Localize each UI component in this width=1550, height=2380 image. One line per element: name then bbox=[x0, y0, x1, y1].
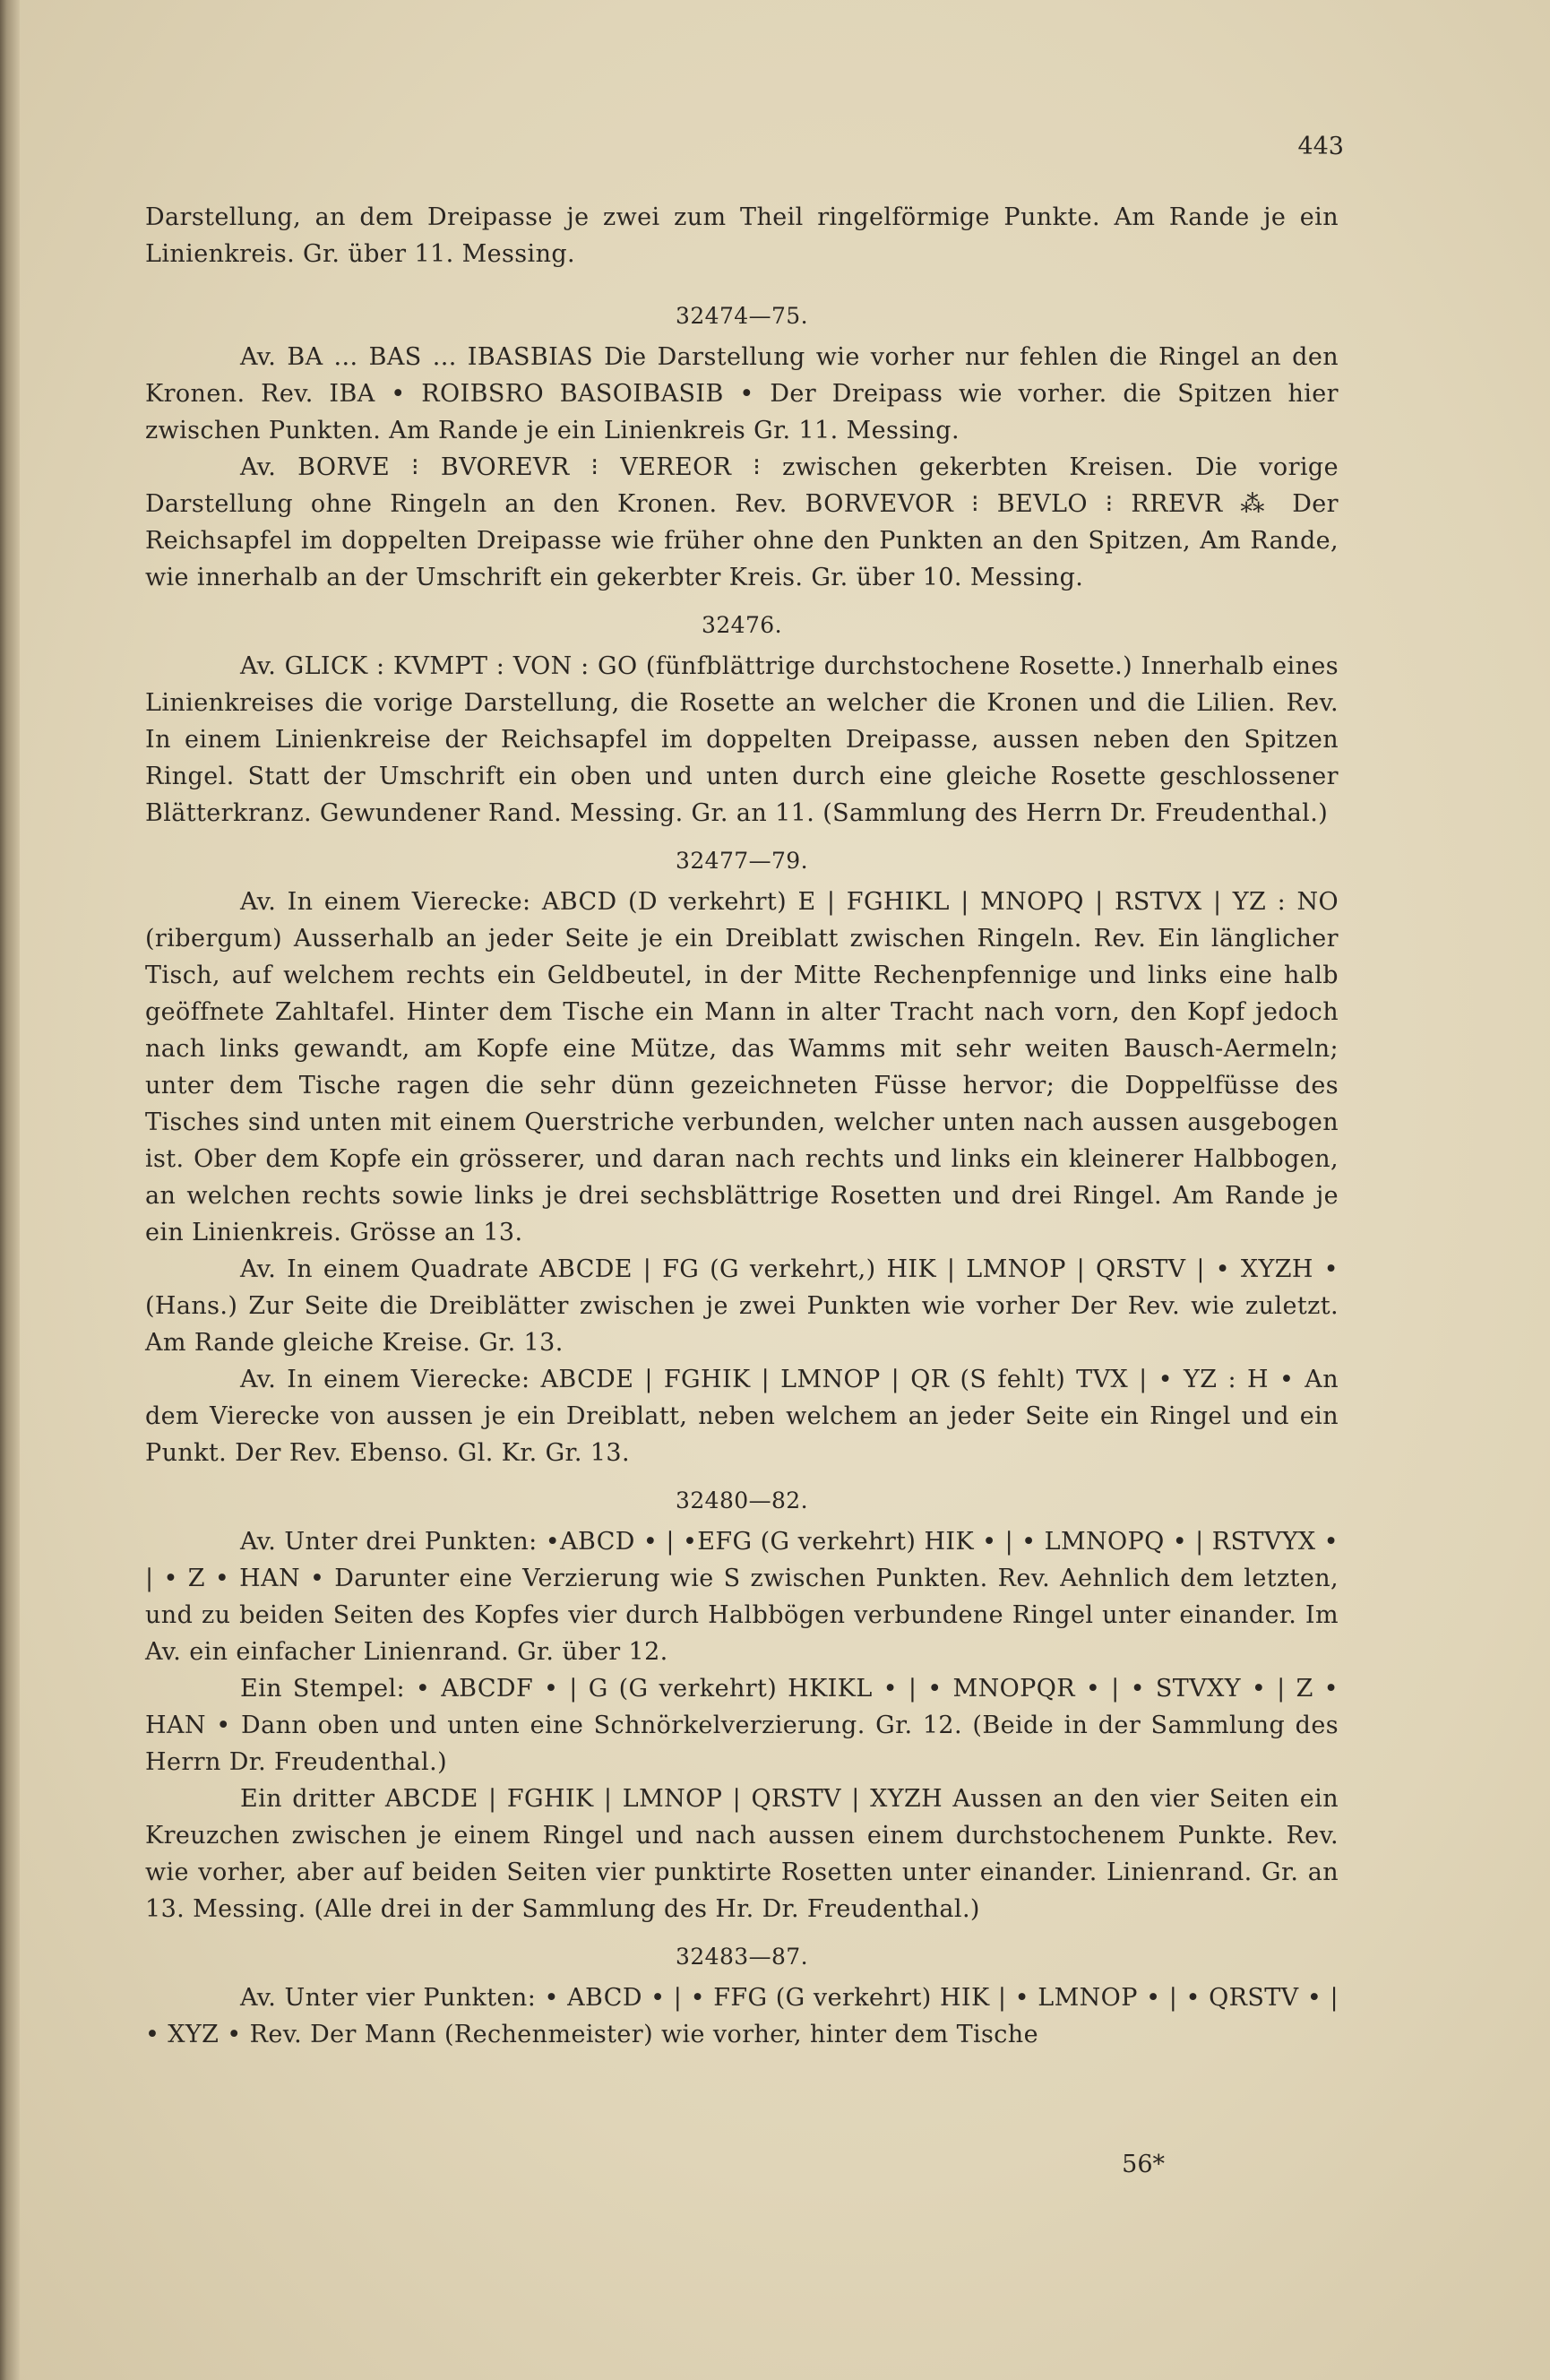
catalog-number-heading: 32483—87. bbox=[676, 1944, 808, 1970]
paragraph: Ein Stempel: • ABCDF • | G (G verkehrt) HKIKL • | • MNOPQR • | • STVXY • | Z • HAN • Dann oben und unten eine Schnörkelverzierung. Gr. 12. (Beide in der Sammlung des Herrn Dr. Freudenthal.) bbox=[145, 1675, 1339, 1776]
catalog-number-heading: 32474—75. bbox=[676, 303, 808, 329]
paragraph: Av. GLICK : KVMPT : VON : GO (fünfblättrige durchstochene Rosette.) Innerhalb eines Linienkreises die vorige Darstellung, die Rosette an welcher die Kronen und die Lilien. Rev. In einem Linienkreise der Reichsapfel im doppelten Dreipasse, aussen neben den Spitzen Ringel. Statt der Umschrift ein oben und unten durch eine gleiche Rosette geschlossener Blätterkranz. Gewundener Rand. Messing. Gr. an 11. (Sammlung des Herrn Dr. Freudenthal.) bbox=[145, 652, 1339, 827]
text-body bbox=[145, 199, 1339, 2053]
paragraph: Av. In einem Quadrate ABCDE | FG (G verkehrt,) HIK | LMNOP | QRSTV | • XYZH • (Hans.) Zur Seite die Dreiblätter zwischen je zwei Punkten wie vorher Der Rev. wie zuletzt. Am Rande gleiche Kreise. Gr. 13. bbox=[145, 1255, 1339, 1357]
catalog-number-heading: 32480—82. bbox=[676, 1488, 808, 1513]
printer-signature-mark: 56* bbox=[1122, 2151, 1165, 2178]
page-binding-edge bbox=[0, 0, 20, 2380]
paragraph: Av. Unter drei Punkten: •ABCD • | •EFG (G verkehrt) HIK • | • LMNOPQ • | RSTVYX • | • Z • HAN • Darunter eine Verzierung wie S zwischen Punkten. Rev. Aehnlich dem letzten, und zu beiden Seiten des Kopfes vier durch Halbbögen verbundene Ringel unter einander. Im Av. ein einfacher Linienrand. Gr. über 12. bbox=[145, 1528, 1339, 1666]
paragraph: Av. In einem Vierecke: ABCDE | FGHIK | LMNOP | QR (S fehlt) TVX | • YZ : H • An dem Vierecke von aussen je ein Dreiblatt, neben welchem an jeder Seite ein Ringel und ein Punkt. Der Rev. Ebenso. Gl. Kr. Gr. 13. bbox=[145, 1366, 1339, 1467]
paragraph: Av. BORVE ⁝ BVOREVR ⁝ VEREOR ⁝ zwischen gekerbten Kreisen. Die vorige Darstellung ohne Ringeln an den Kronen. Rev. BORVEVOR ⁝ BEVLO ⁝ RREVR ⁂ Der Reichsapfel im doppelten Dreipasse wie früher ohne den Punkten an den Spitzen, Am Rande, wie innerhalb an der Umschrift ein gekerbter Kreis. Gr. über 10. Messing. bbox=[145, 453, 1339, 591]
paragraph: Av. In einem Vierecke: ABCD (D verkehrt) E | FGHIKL | MNOPQ | RSTVX | YZ : NO (ribergum) Ausserhalb an jeder Seite je ein Dreiblatt zwischen Ringeln. Rev. Ein länglicher Tisch, auf welchem rechts ein Geldbeutel, in der Mitte Rechenpfennige und links eine halb geöffnete Zahltafel. Hinter dem Tische ein Mann in alter Tracht nach vorn, den Kopf jedoch nach links gewandt, am Kopfe eine Mütze, das Wamms mit sehr weiten Bausch-Aermeln; unter dem Tische ragen die sehr dünn gezeichneten Füsse hervor; die Doppelfüsse des Tisches sind unten mit einem Querstriche verbunden, welcher unten nach aussen ausgebogen ist. Ober dem Kopfe ein grösserer, und daran nach rechts und links ein kleinerer Halbbogen, an welchen rechts sowie links je drei sechsblättrige Rosetten und drei Ringel. Am Rande je ein Linienkreis. Grösse an 13. bbox=[145, 888, 1339, 1246]
paragraph: Av. BA ... BAS ... IBASBIAS Die Darstellung wie vorher nur fehlen die Ringel an den Kronen. Rev. IBA • ROIBSRO BASOIBASIB • Der Dreipass wie vorher. die Spitzen hier zwischen Punkten. Am Rande je ein Linienkreis Gr. 11. Messing. bbox=[145, 343, 1339, 444]
paragraph: Ein dritter ABCDE | FGHIK | LMNOP | QRSTV | XYZH Aussen an den vier Seiten ein Kreuzchen zwischen je einem Ringel und nach aussen einem durchstochenem Punkte. Rev. wie vorher, aber auf beiden Seiten vier punktirte Rosetten unter einander. Linienrand. Gr. an 13. Messing. (Alle drei in der Sammlung des Hr. Dr. Freudenthal.) bbox=[145, 1785, 1339, 1923]
catalog-number-heading: 32477—79. bbox=[676, 848, 808, 874]
page-number: 443 bbox=[1297, 133, 1344, 160]
paragraph: Av. Unter vier Punkten: • ABCD • | • FFG (G verkehrt) HIK | • LMNOP • | • QRSTV • | • XYZ • Rev. Der Mann (Rechenmeister) wie vorher, hinter dem Tische bbox=[145, 1984, 1339, 2048]
paragraph: Darstellung, an dem Dreipasse je zwei zum Theil ringelförmige Punkte. Am Rande je ein Linienkreis. Gr. über 11. Messing. bbox=[145, 203, 1339, 268]
catalog-number-heading: 32476. bbox=[702, 612, 782, 638]
